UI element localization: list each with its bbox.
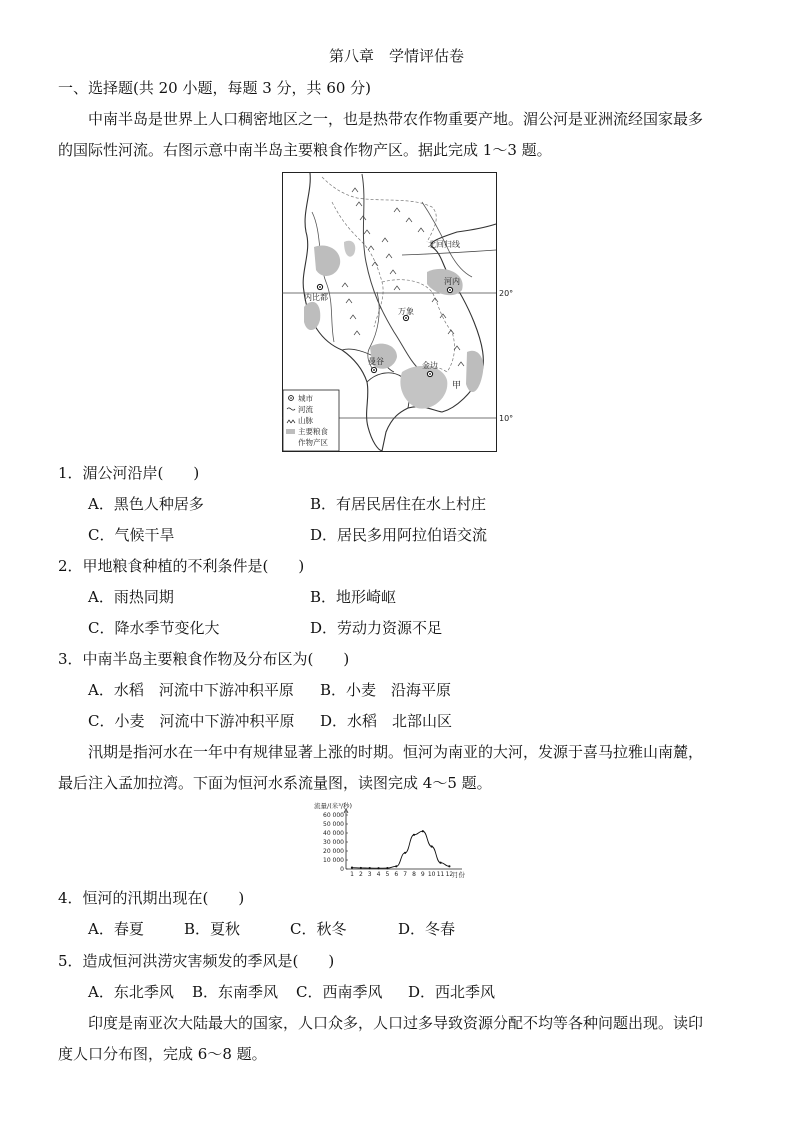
chart-data-point (439, 862, 441, 864)
chart-data-point (422, 830, 424, 832)
page-title: 第八章 学情评估卷 (328, 47, 464, 65)
question-2-option-a: A．雨热同期 (88, 588, 174, 606)
chart-xlabel: 月份 (452, 871, 465, 878)
chart-data-point (395, 865, 397, 867)
map-label-bangkok: 曼谷 (368, 357, 384, 366)
map-label-10deg: 10° (499, 414, 514, 423)
passage-3-line-2: 度人口分布图，完成 6～8 题。 (58, 1045, 267, 1063)
question-4-stem: 4．恒河的汛期出现在( ) (58, 889, 245, 907)
map-label-tropic: 北回归线 (428, 240, 460, 249)
chart-ytick-label: 20 000 (323, 848, 344, 855)
indochina-map (282, 172, 514, 452)
chart-ytick-label: 40 000 (323, 830, 344, 837)
passage-3-line-1: 印度是南亚次大陆最大的国家，人口众多，人口过多导致资源分配不均等各种问题出现。读印 (88, 1014, 704, 1032)
passage-2 (58, 737, 736, 799)
chart-xtick-label: 12 (445, 871, 454, 878)
question-1-option-d: D．居民多用阿拉伯语交流 (310, 526, 488, 544)
chart-ylabel: 流量/(米³/秒) (314, 802, 353, 810)
legend-river: 河流 (298, 405, 313, 414)
question-4-option-a: A．春夏 (88, 920, 144, 938)
chart-data-point (413, 834, 415, 836)
map-label-naypyidaw: 内比都 (304, 293, 328, 302)
chart-xtick-label: 2 (358, 871, 363, 878)
chart-ytick-label: 10 000 (323, 857, 344, 864)
chart-xtick-label: 3 (367, 871, 372, 878)
chart-xtick-label: 8 (412, 871, 416, 878)
chart-data-point (360, 867, 362, 869)
passage-3 (58, 1008, 736, 1070)
question-4-option-c: C．秋冬 (290, 920, 347, 938)
map-label-vientiane: 万象 (398, 307, 414, 316)
passage-1-line-1: 中南半岛是世界上人口稠密地区之一，也是热带农作物重要产地。湄公河是亚洲流经国家最多 (88, 110, 704, 128)
chart-xtick-label: 6 (394, 871, 399, 878)
question-1-option-b: B．有居民居住在水上村庄 (310, 495, 487, 513)
chart-data-point (369, 867, 371, 869)
question-1-stem: 1．湄公河沿岸( ) (58, 464, 200, 482)
question-5-option-d: D．西北季风 (408, 983, 496, 1001)
chart-ytick-label: 60 000 (323, 812, 344, 819)
question-3-option-d: D．水稻 北部山区 (320, 712, 453, 730)
chart-xtick-label: 1 (350, 871, 354, 878)
question-1-option-a: A．黑色人种居多 (88, 495, 204, 513)
chart-xtick-label: 9 (420, 871, 425, 878)
chart-ytick-label: 30 000 (323, 839, 344, 846)
question-4-option-b: B．夏秋 (184, 920, 241, 938)
question-2-stem: 2．甲地粮食种植的不利条件是( ) (58, 557, 305, 575)
question-5-stem: 5．造成恒河洪涝灾害频发的季风是( ) (58, 952, 335, 970)
chart-xtick-label: 11 (436, 871, 445, 878)
ganges-flow-chart (312, 801, 477, 878)
chart-xtick-label: 4 (376, 871, 381, 878)
passage-2-line-2: 最后注入孟加拉湾。下面为恒河水系流量图，读图完成 4～5 题。 (58, 774, 492, 792)
legend-city: 城市 (298, 394, 313, 403)
question-3-option-c: C．小麦 河流中下游冲积平原 (88, 712, 295, 730)
chart-xtick-label: 5 (385, 871, 390, 878)
map-label-phnompenh: 金边 (422, 361, 438, 370)
chart-data-point (386, 867, 388, 869)
question-5-option-b: B．东南季风 (192, 983, 279, 1001)
question-2-option-c: C．降水季节变化大 (88, 619, 220, 637)
question-3-option-a: A．水稻 河流中下游冲积平原 (88, 681, 294, 699)
question-3-option-b: B．小麦 沿海平原 (320, 681, 452, 699)
chart-data-point (404, 852, 406, 854)
chart-ytick-label: 50 000 (323, 821, 344, 828)
passage-1 (58, 104, 736, 166)
map-label-20deg: 20° (499, 289, 514, 298)
map-legend (283, 390, 339, 451)
chart-data-point (431, 845, 433, 847)
chart-xtick-label: 10 (427, 871, 436, 878)
question-2-option-d: D．劳动力资源不足 (310, 619, 443, 637)
question-1-option-c: C．气候干旱 (88, 526, 175, 544)
legend-grain-line2: 作物产区 (298, 438, 328, 447)
passage-1-line-2: 的国际性河流。右图示意中南半岛主要粮食作物产区。据此完成 1～3 题。 (58, 141, 552, 159)
map-label-hanoi: 河内 (444, 277, 460, 286)
chart-data-point (377, 867, 379, 869)
map-label-jia: 甲 (452, 381, 462, 391)
section-heading: 一、选择题(共 20 小题，每题 3 分，共 60 分) (58, 79, 372, 97)
question-2-option-b: B．地形崎岖 (310, 588, 397, 606)
chart-data-point (448, 865, 450, 867)
legend-mountain: 山脉 (298, 416, 313, 425)
passage-2-line-1: 汛期是指河水在一年中有规律显著上涨的时期。恒河为南亚的大河，发源于喜马拉雅山南麓， (88, 743, 704, 761)
chart-ytick-label: 0 (340, 866, 344, 873)
question-3-stem: 3．中南半岛主要粮食作物及分布区为( ) (58, 650, 350, 668)
legend-grain-line1: 主要粮食 (298, 427, 328, 436)
question-5-option-a: A．东北季风 (88, 983, 174, 1001)
chart-xtick-label: 7 (403, 871, 408, 878)
chart-data-point (351, 867, 353, 869)
question-4-option-d: D．冬春 (398, 920, 456, 938)
chart-series-line (352, 831, 449, 868)
question-5-option-c: C．西南季风 (296, 983, 383, 1001)
